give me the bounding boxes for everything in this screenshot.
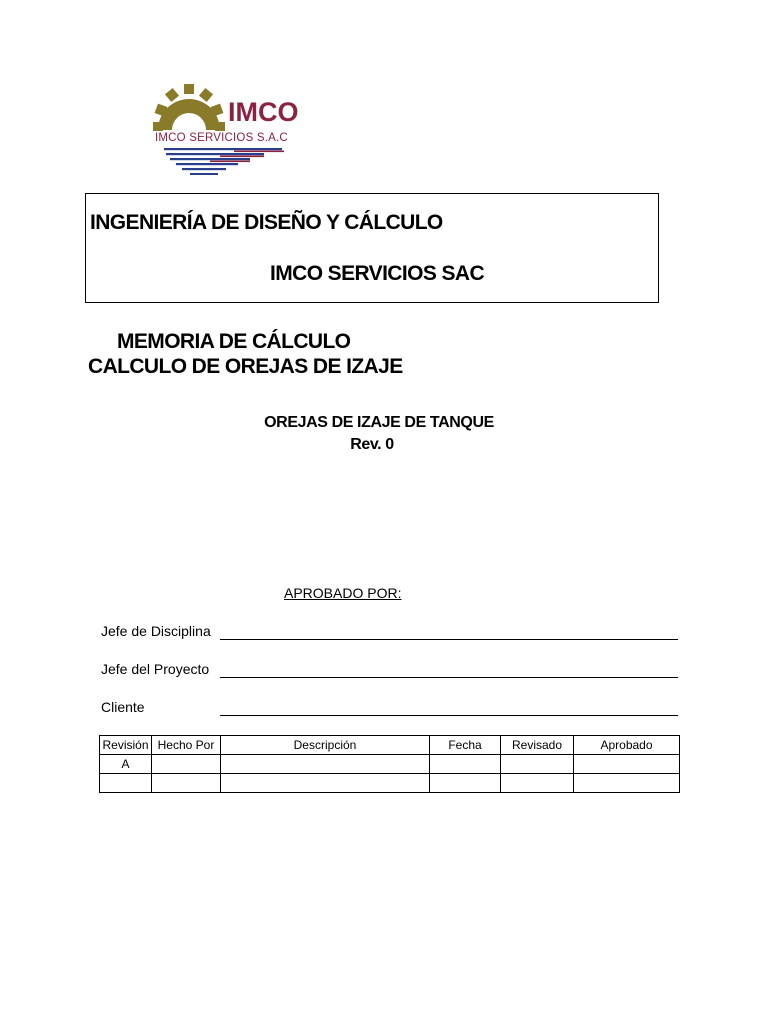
col-header-revision: Revisión bbox=[100, 736, 152, 755]
table-cell[interactable] bbox=[574, 774, 680, 793]
title-box bbox=[85, 193, 659, 303]
table-header-row bbox=[100, 736, 680, 755]
header-line-1: INGENIERÍA DE DISEÑO Y CÁLCULO bbox=[90, 211, 443, 234]
signature-line-project[interactable] bbox=[220, 677, 678, 678]
table-cell[interactable] bbox=[152, 755, 221, 774]
logo-brand: IMCO bbox=[228, 97, 299, 127]
table-cell[interactable] bbox=[100, 774, 152, 793]
revision-table bbox=[99, 735, 680, 793]
company-logo bbox=[150, 80, 310, 180]
col-header-description: Descripción bbox=[221, 736, 430, 755]
table-cell[interactable] bbox=[152, 774, 221, 793]
logo-subtitle: IMCO SERVICIOS S.A.C bbox=[155, 132, 288, 144]
table-cell[interactable] bbox=[430, 774, 501, 793]
table-cell[interactable] bbox=[574, 755, 680, 774]
memo-subtitle: CALCULO DE OREJAS DE IZAJE bbox=[88, 355, 403, 378]
header-line-2: IMCO SERVICIOS SAC bbox=[270, 262, 485, 285]
table-cell[interactable]: A bbox=[100, 755, 152, 774]
table-cell[interactable] bbox=[430, 755, 501, 774]
signature-line-client[interactable] bbox=[220, 715, 678, 716]
approved-by-heading: APROBADO POR: bbox=[284, 585, 402, 601]
table-cell[interactable] bbox=[501, 755, 574, 774]
table-row bbox=[100, 755, 680, 774]
signature-label-discipline: Jefe de Disciplina bbox=[101, 623, 211, 639]
table-cell[interactable] bbox=[221, 755, 430, 774]
subject-revision: Rev. 0 bbox=[350, 436, 394, 453]
signature-label-client: Cliente bbox=[101, 699, 145, 715]
signature-label-project: Jefe del Proyecto bbox=[101, 661, 210, 677]
col-header-approved: Aprobado bbox=[574, 736, 680, 755]
gear-logo-graphic bbox=[150, 80, 310, 180]
table-row bbox=[100, 774, 680, 793]
subject-title: OREJAS DE IZAJE DE TANQUE bbox=[264, 414, 494, 431]
col-header-date: Fecha bbox=[430, 736, 501, 755]
col-header-made-by: Hecho Por bbox=[152, 736, 221, 755]
col-header-reviewed: Revisado bbox=[501, 736, 574, 755]
signature-line-discipline[interactable] bbox=[220, 639, 678, 640]
memo-title: MEMORIA DE CÁLCULO bbox=[117, 330, 351, 353]
table-cell[interactable] bbox=[221, 774, 430, 793]
table-cell[interactable] bbox=[501, 774, 574, 793]
